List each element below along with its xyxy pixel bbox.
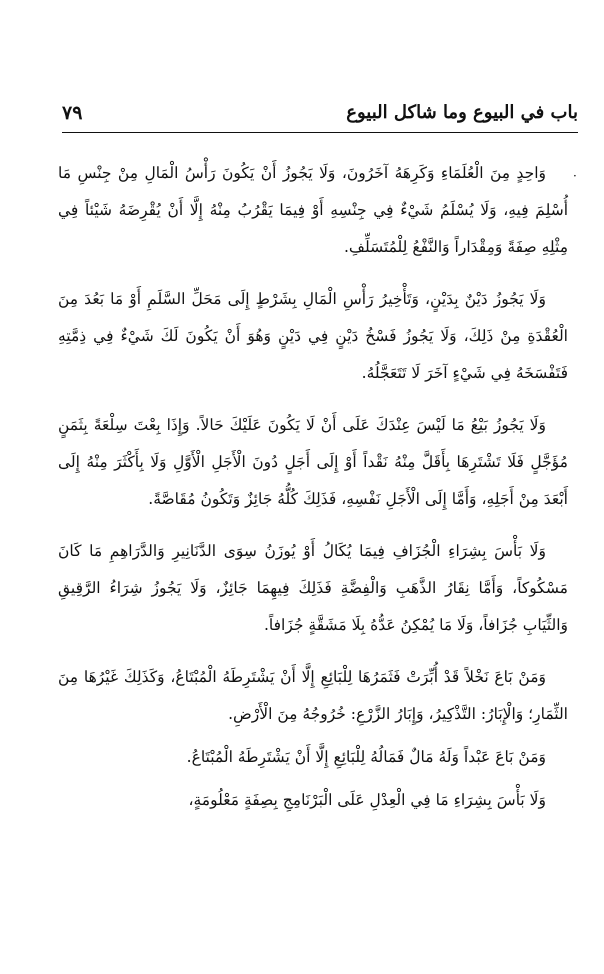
paragraph-7: وَلَا بَأْسَ بِشِرَاءِ مَا فِي الْعِدْلِ عَلَى الْبَرْنَامِجِ بِصِفَةٍ مَعْلُومَةٍ،	[188, 791, 546, 809]
paragraph-5: وَمَنْ بَاعَ نَخْلاً قَدْ أُبِّرَتْ فَثَمَرُهَا لِلْبَائِعِ إِلَّا أَنْ يَشْتَرِطَهُ الْمُبْتَاعُ، وَكَذَلِكَ غَيْرُهَا مِنَ الثِّمَارِ؛ وَالْإِبَارُ: التَّذْكِيرُ، وَإِبَارُ الزَّرْعِ: خُرُوجُهُ مِنَ الْأَرْضِ.	[58, 668, 568, 723]
paragraph-3: وَلَا يَجُوزُ بَيْعُ مَا لَيْسَ عِنْدَكَ عَلَى أَنْ لَا يَكُونَ عَلَيْكَ حَالاً. وَإِذَا بِعْتَ سِلْعَةً بِثَمَنٍ مُؤَجَّلٍ فَلَا تَشْتَرِهَا بِأَقَلَّ مِنْهُ نَقْداً أَوْ إِلَى أَجَلٍ دُونَ الْأَجَلِ الْأَوَّلِ وَلَا بِأَكْثَرَ مِنْهُ إِلَى أَبْعَدَ مِنْ أَجَلِهِ، وَأَمَّا إِلَى الْأَجَلِ نَفْسِهِ، فَذَلِكَ كُلُّهُ جَائِزٌ وَتَكُونُ مُقَاصَّةً.	[58, 416, 568, 508]
paragraph-6: وَمَنْ بَاعَ عَبْداً وَلَهُ مَالٌ فَمَالُهُ لِلْبَائِعِ إِلَّا أَنْ يَشْتَرِطَهُ الْمُبْتَاعُ.	[186, 748, 546, 766]
page-number: ٧٩	[62, 102, 83, 124]
paragraph-2: وَلَا يَجُوزُ دَيْنٌ بِدَيْنٍ، وَتَأْخِيرُ رَأْسِ الْمَالِ بِشَرْطٍ إِلَى مَحَلِّ السَّلَمِ أَوْ مَا بَعُدَ مِنَ الْعُقْدَةِ مِنْ ذَلِكَ، وَلَا يَجُوزُ فَسْخُ دَيْنٍ فِي دَيْنٍ وَهُوَ أَنْ يَكُونَ لَكَ شَيْءٌ فِي ذِمَّتِهِ فَتَفْسَخَهُ فِي شَيْءٍ آخَرَ لَا تَتَعَجَّلُهُ.	[58, 290, 568, 382]
running-header	[62, 98, 578, 128]
paragraph-1: وَاحِدٍ مِنَ الْعُلَمَاءِ وَكَرِهَهُ آخَرُونَ، وَلَا يَجُوزُ أَنْ يَكُونَ رَأْسُ الْمَالِ مِنْ جِنْسِ مَا أُسْلِمَ فِيهِ، وَلَا يُسْلَمُ شَيْءٌ فِي جِنْسِهِ أَوْ فِيمَا يَقْرُبُ مِنْهُ إِلَّا أَنْ يُقْرِضَهُ شَيْئاً فِي مِثْلِهِ صِفَةً وَمِقْدَاراً وَالنَّفْعُ لِلْمُتَسَلِّفِ.	[58, 164, 568, 256]
header-rule	[62, 132, 578, 133]
chapter-title: باب في البيوع وما شاكل البيوع	[346, 102, 578, 123]
paragraph-4: وَلَا بَأْسَ بِشِرَاءِ الْجُزَافِ فِيمَا يُكَالُ أَوْ يُوزَنُ سِوَى الدَّنَانِيرِ وَالدَّرَاهِمِ مَا كَانَ مَسْكُوكاً، وَأَمَّا نِقَارُ الذَّهَبِ وَالْفِضَّةِ فَذَلِكَ فِيهِمَا جَائِزٌ، وَلَا يَجُوزُ شِرَاءُ الرَّقِيقِ وَالثِّيَابِ جُزَافاً، وَلَا مَا يُمْكِنُ عَدُّهُ بِلَا مَشَقَّةٍ جُزَافاً.	[58, 542, 568, 634]
margin-dot-mark: ·	[573, 169, 577, 183]
body-text	[58, 155, 568, 834]
